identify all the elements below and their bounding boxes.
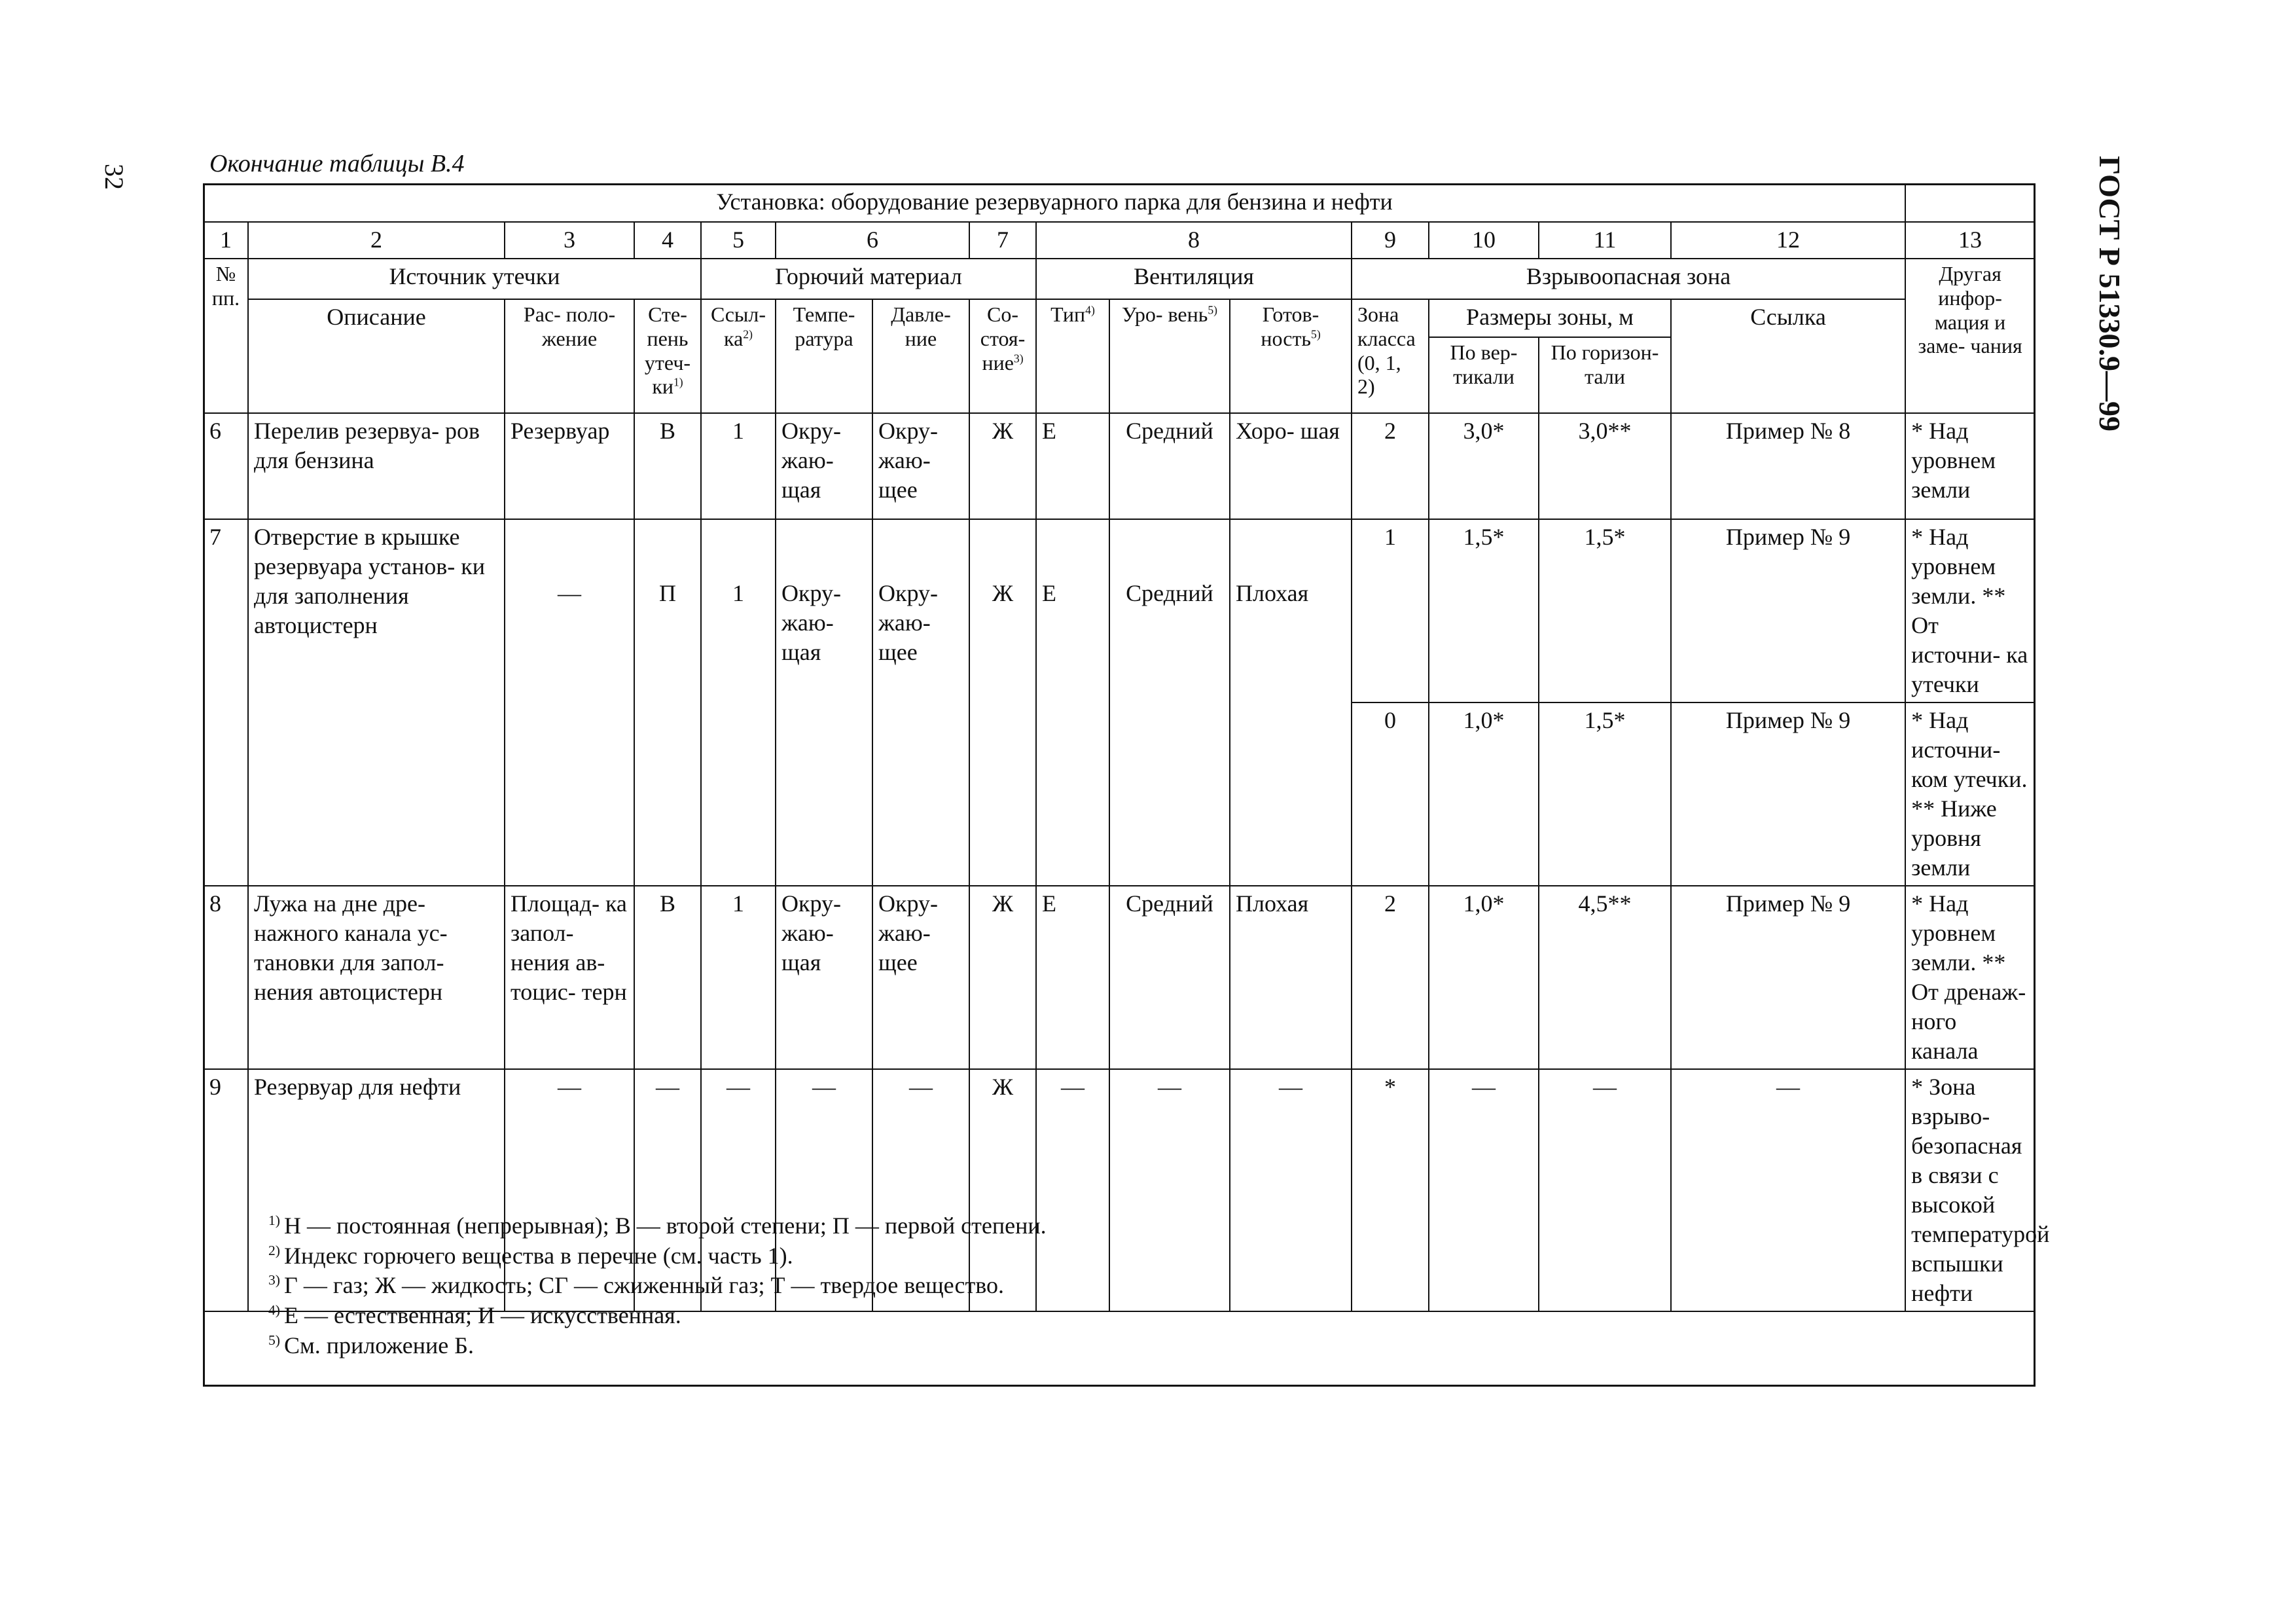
header-degree: [634, 299, 701, 413]
col-number: 7: [969, 222, 1036, 259]
row-temperature: —: [776, 1069, 872, 1311]
row-availability: Плохая: [1230, 886, 1352, 1069]
header-zone-class: Зона класса (0, 1, 2): [1352, 299, 1429, 413]
col-number: 11: [1539, 222, 1671, 259]
col-number: 9: [1352, 222, 1429, 259]
subheader-row-1: [204, 299, 2035, 337]
row-location: —: [505, 519, 634, 886]
footnote-mark: 3): [1013, 351, 1024, 365]
row-location: Резервуар: [505, 413, 634, 519]
row-degree: П: [634, 519, 701, 886]
header-pressure: Давле- ние: [872, 299, 969, 413]
row-link: —: [1671, 1069, 1905, 1311]
col-number: 13: [1905, 222, 2035, 259]
row-availability: —: [1230, 1069, 1352, 1311]
row-ref: —: [701, 1069, 776, 1311]
row-description: Резервуар для нефти: [248, 1069, 505, 1311]
row-vertical: 1,0*: [1429, 886, 1539, 1069]
footnote: [268, 1301, 1047, 1331]
col-number: 1: [204, 222, 248, 259]
header-temperature: Темпе- ратура: [776, 299, 872, 413]
footnote-mark: 1): [268, 1213, 280, 1228]
row-description: Лужа на дне дре- нажного канала ус- тановки для запол- нения автоцистерн: [248, 886, 505, 1069]
header-ref: [701, 299, 776, 413]
header-degree-text: Сте- пень утеч- ки: [644, 302, 691, 399]
row-vertical: 3,0*: [1429, 413, 1539, 519]
row-level: Средний: [1109, 519, 1230, 886]
row-temperature: Окру- жаю- щая: [776, 519, 872, 886]
row-state: Ж: [969, 886, 1036, 1069]
row-level: —: [1109, 1069, 1230, 1311]
header-num: № пп.: [204, 259, 248, 413]
row-zone-class: *: [1352, 1069, 1429, 1311]
header-horizontal: По горизон- тали: [1539, 337, 1671, 413]
row-vertical: 1,0*: [1429, 702, 1539, 886]
row-type: —: [1036, 1069, 1109, 1311]
footnote: [268, 1241, 1047, 1271]
row-pressure: Окру- жаю- щее: [872, 519, 969, 886]
row-level: Средний: [1109, 886, 1230, 1069]
row-horizontal: 1,5*: [1539, 702, 1671, 886]
col-number: 2: [248, 222, 505, 259]
row-location: Площад- ка запол- нения ав- тоцис- терн: [505, 886, 634, 1069]
header-state: [969, 299, 1036, 413]
row-other: * Зона взрыво- безопасная в связи с высокой температурой вспышки нефти: [1905, 1069, 2035, 1311]
col-number: 4: [634, 222, 701, 259]
row-other: * Над уровнем земли: [1905, 413, 2035, 519]
row-vertical: —: [1429, 1069, 1539, 1311]
row-availability: Плохая: [1230, 519, 1352, 886]
header-availability-text: Готов- ность: [1261, 302, 1319, 350]
footnote: [268, 1271, 1047, 1301]
row-vertical: 1,5*: [1429, 519, 1539, 702]
header-level-text: Уро- вень: [1122, 302, 1208, 326]
row-degree: В: [634, 886, 701, 1069]
col-number: 5: [701, 222, 776, 259]
footnote-mark: 1): [673, 375, 683, 389]
header-level: [1109, 299, 1230, 413]
row-temperature: Окру- жаю- щая: [776, 413, 872, 519]
row-degree: —: [634, 1069, 701, 1311]
row-zone-class: 0: [1352, 702, 1429, 886]
row-level: Средний: [1109, 413, 1230, 519]
row-type: Е: [1036, 886, 1109, 1069]
header-vertical: По вер- тикали: [1429, 337, 1539, 413]
table-row: [204, 886, 2035, 1069]
group-material: Горючий материал: [701, 259, 1036, 299]
row-zone-class: 1: [1352, 519, 1429, 702]
row-horizontal: 3,0**: [1539, 413, 1671, 519]
col-number: 8: [1036, 222, 1352, 259]
col-number: 12: [1671, 222, 1905, 259]
row-state: Ж: [969, 1069, 1036, 1311]
group-source: Источник утечки: [248, 259, 701, 299]
header-location: Рас- поло- жение: [505, 299, 634, 413]
row-pressure: —: [872, 1069, 969, 1311]
table-footnotes: [268, 1211, 1047, 1361]
row-degree: В: [634, 413, 701, 519]
row-ref: 1: [701, 519, 776, 886]
footnote-text: Н — постоянная (непрерывная); В — второй степени; П — первой степени.: [284, 1213, 1047, 1239]
column-numbers-row: [204, 222, 2035, 259]
footnote-text: Е — естественная; И — искусственная.: [284, 1302, 681, 1329]
standard-code: ГОСТ Р 51330.9—99: [2093, 156, 2126, 431]
row-num: 6: [204, 413, 248, 519]
footnote-text: См. приложение Б.: [284, 1332, 474, 1359]
header-state-text: Со- стоя- ние: [980, 302, 1026, 374]
col-number: 6: [776, 222, 969, 259]
header-other: Другая инфор- мация и заме- чания: [1905, 259, 2035, 413]
row-num: 9: [204, 1069, 248, 1311]
row-description: Перелив резервуа- ров для бензина: [248, 413, 505, 519]
row-ref: 1: [701, 886, 776, 1069]
row-link: Пример № 8: [1671, 413, 1905, 519]
header-ref-text: Ссыл- ка: [710, 302, 766, 350]
row-location: —: [505, 1069, 634, 1311]
header-type-text: Тип: [1050, 302, 1086, 326]
installation-title: Установка: оборудование резервуарного парка для бензина и нефти: [204, 184, 1905, 222]
header-type: [1036, 299, 1109, 413]
group-header-row: [204, 259, 2035, 299]
footnote-text: Г — газ; Ж — жидкость; СГ — сжиженный газ; Т — твердое вещество.: [284, 1272, 1005, 1299]
footnote-mark: 4): [1085, 303, 1095, 317]
col-number: 10: [1429, 222, 1539, 259]
row-zone-class: 2: [1352, 886, 1429, 1069]
group-zone: Взрывоопасная зона: [1352, 259, 1905, 299]
footnote-mark: 5): [1208, 303, 1217, 317]
row-link: Пример № 9: [1671, 702, 1905, 886]
row-availability: Хоро- шая: [1230, 413, 1352, 519]
table-caption: Окончание таблицы В.4: [209, 150, 465, 177]
row-state: Ж: [969, 519, 1036, 886]
row-horizontal: —: [1539, 1069, 1671, 1311]
row-type: Е: [1036, 413, 1109, 519]
row-other: * Над уровнем земли. ** От дренаж- ного канала: [1905, 886, 2035, 1069]
row-link: Пример № 9: [1671, 886, 1905, 1069]
footnote-text: Индекс горючего вещества в перечне (см. часть 1).: [284, 1242, 793, 1269]
row-type: Е: [1036, 519, 1109, 886]
row-other: * Над источни- ком утечки. ** Ниже уровня земли: [1905, 702, 2035, 886]
row-state: Ж: [969, 413, 1036, 519]
page-number: 32: [99, 164, 129, 190]
row-temperature: Окру- жаю- щая: [776, 886, 872, 1069]
row-pressure: Окру- жаю- щее: [872, 413, 969, 519]
group-sizes: Размеры зоны, м: [1429, 299, 1671, 337]
installation-row: [204, 184, 2035, 222]
row-ref: 1: [701, 413, 776, 519]
row-other: * Над уровнем земли. ** От источни- ка утечки: [1905, 519, 2035, 702]
row-num: 8: [204, 886, 248, 1069]
zone-classification-table: [203, 183, 2050, 1312]
row-link: Пример № 9: [1671, 519, 1905, 702]
footnote-mark: 5): [1311, 327, 1321, 341]
row-zone-class: 2: [1352, 413, 1429, 519]
footnote-mark: 3): [268, 1272, 280, 1288]
row-description: Отверстие в крышке резервуара установ- ки для заполнения автоцистерн: [248, 519, 505, 886]
row-horizontal: 4,5**: [1539, 886, 1671, 1069]
table-row: [204, 413, 2035, 519]
footnote-mark: 5): [268, 1332, 280, 1348]
header-description: Описание: [248, 299, 505, 413]
footnote-mark: 2): [743, 327, 753, 341]
header-availability: [1230, 299, 1352, 413]
footnote-mark: 2): [268, 1242, 280, 1258]
row-num: 7: [204, 519, 248, 886]
col-number: 3: [505, 222, 634, 259]
footnote: [268, 1211, 1047, 1241]
table-row: [204, 519, 2035, 702]
group-ventilation: Вентиляция: [1036, 259, 1352, 299]
row-horizontal: 1,5*: [1539, 519, 1671, 702]
footnote: [268, 1331, 1047, 1361]
row-pressure: Окру- жаю- щее: [872, 886, 969, 1069]
footnote-mark: 4): [268, 1302, 280, 1319]
header-link: Ссылка: [1671, 299, 1905, 413]
